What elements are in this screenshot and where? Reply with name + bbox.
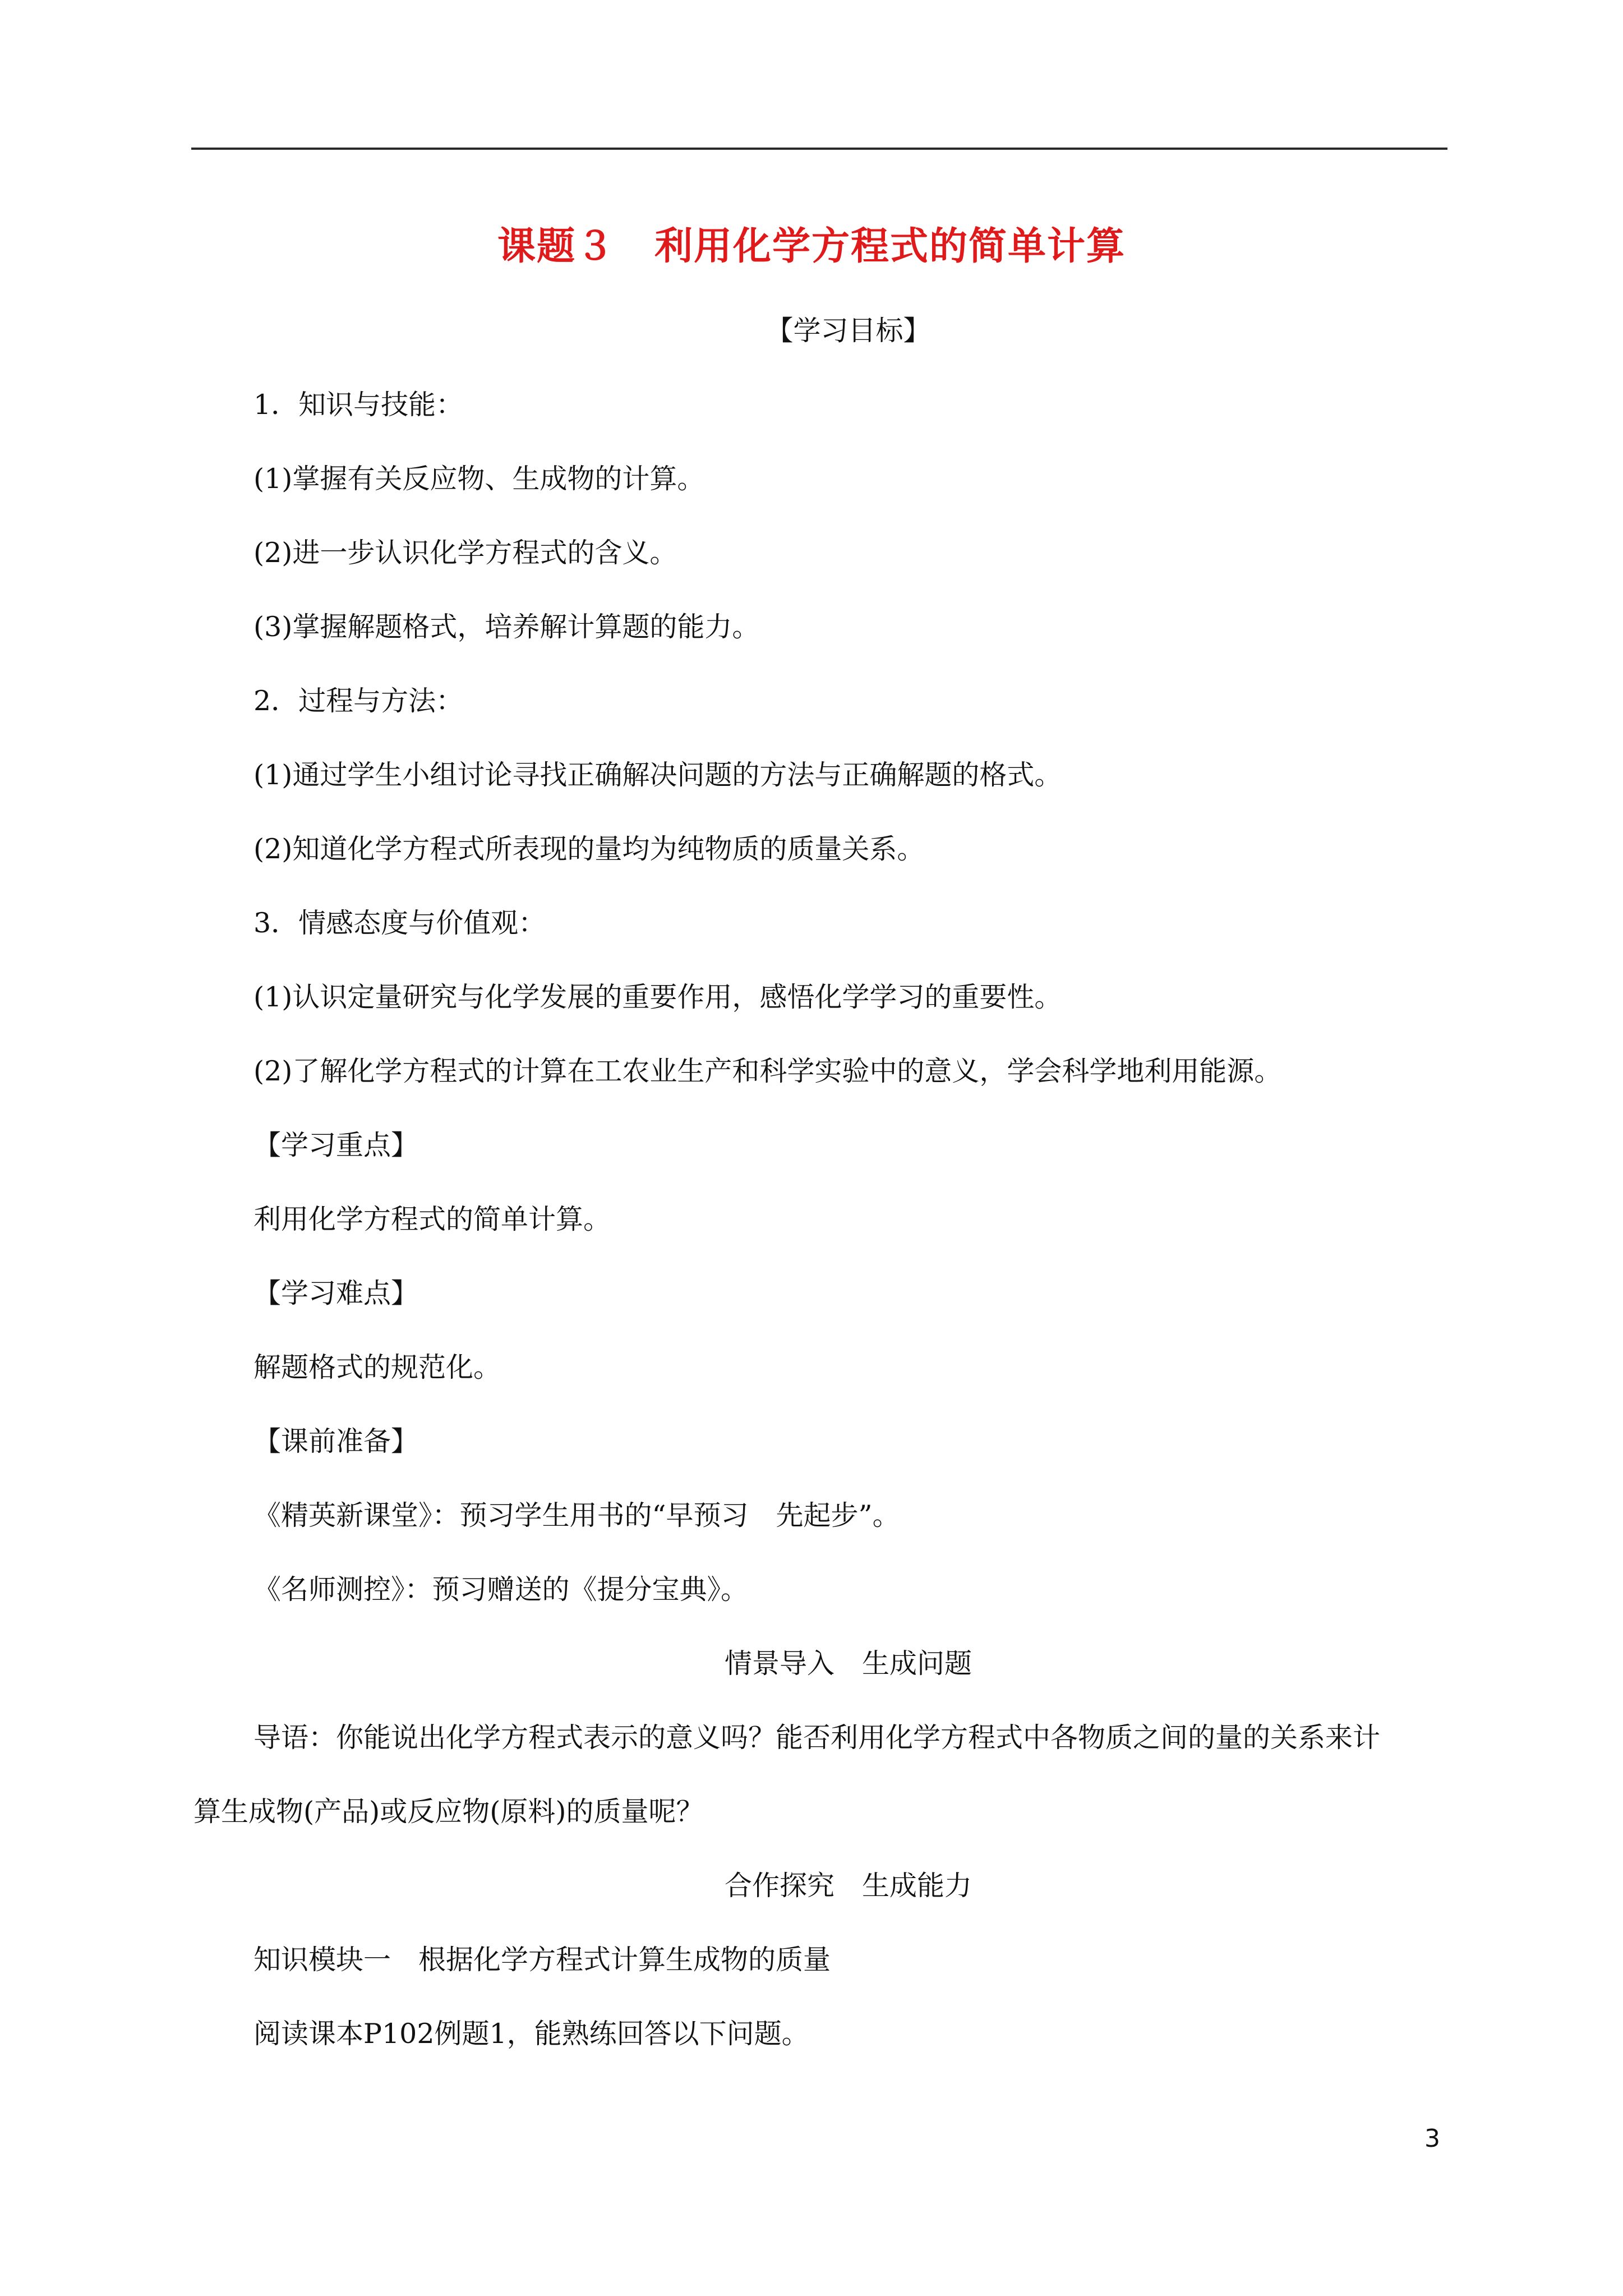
process-item-2: (2)知道化学方程式所表现的量均为纯物质的质量关系。 [253,833,925,865]
module-instruction: 阅读课本P102例题1，能熟练回答以下问题。 [253,2018,809,2050]
preparation-heading: 【课前准备】 [253,1425,419,1457]
knowledge-heading: 1．知识与技能： [253,389,464,421]
preparation-item-2: 《名师测控》：预习赠送的《提分宝典》。 [253,1573,749,1605]
key-point-heading: 【学习重点】 [253,1129,419,1161]
emotion-item-1: (1)认识定量研究与化学发展的重要作用，感悟化学学习的重要性。 [253,981,1062,1013]
emotion-heading: 3．情感态度与价值观： [253,907,546,939]
header-rule [191,148,1447,150]
knowledge-item-2: (2)进一步认识化学方程式的含义。 [253,537,677,569]
intro-paragraph-line-1: 导语：你能说出化学方程式表示的意义吗？能否利用化学方程式中各物质之间的量的关系来计 [253,1722,1381,1754]
preparation-item-1: 《精英新课堂》：预习学生用书的“早预习 先起步”。 [253,1499,900,1531]
cooperation-section-heading: 合作探究 生成能力 [724,1870,972,1902]
difficulty-heading: 【学习难点】 [253,1277,419,1309]
knowledge-item-1: (1)掌握有关反应物、生成物的计算。 [253,463,705,495]
process-item-1: (1)通过学生小组讨论寻找正确解决问题的方法与正确解题的格式。 [253,759,1062,791]
objectives-heading: 【学习目标】 [766,315,931,347]
intro-paragraph-line-2: 算生成物(产品)或反应物(原料)的质量呢？ [193,1796,704,1828]
page-number: 3 [1424,2124,1440,2153]
intro-section-heading: 情景导入 生成问题 [724,1648,972,1680]
page-title: 课题３ 利用化学方程式的简单计算 [497,224,1126,269]
module-title: 知识模块一 根据化学方程式计算生成物的质量 [253,1944,831,1976]
emotion-item-2: (2)了解化学方程式的计算在工农业生产和科学实验中的意义，学会科学地利用能源。 [253,1055,1282,1087]
process-heading: 2．过程与方法： [253,685,464,717]
difficulty-text: 解题格式的规范化。 [253,1351,501,1383]
key-point-text: 利用化学方程式的简单计算。 [253,1203,611,1235]
knowledge-item-3: (3)掌握解题格式，培养解计算题的能力。 [253,611,760,643]
